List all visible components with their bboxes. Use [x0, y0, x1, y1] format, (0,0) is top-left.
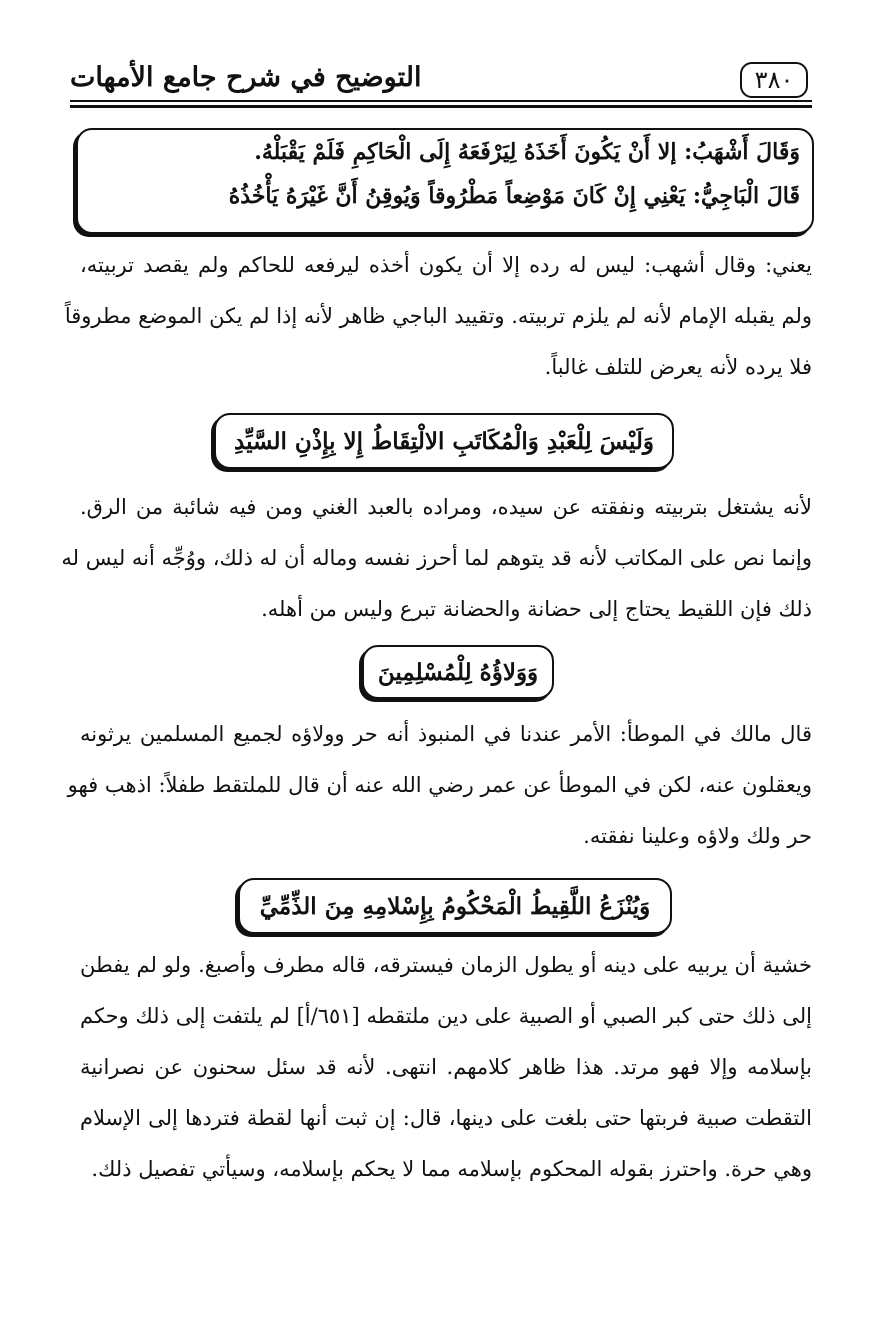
commentary-line: حر ولك ولاؤه وعلينا نفقته.	[583, 824, 812, 848]
matn-box-walaa: وَوَلاؤُهُ لِلْمُسْلِمِينَ	[362, 645, 554, 699]
header-rule	[70, 100, 812, 102]
page-number: ٣٨٠	[740, 62, 808, 98]
commentary-line: التقطت صبية فربتها حتى بلغت على دينها، قال: إن ثبت أنها لقطة فتردها إلى الإسلام	[80, 1106, 812, 1130]
matn-box-slave-mukatab: وَلَيْسَ لِلْعَبْدِ وَالْمُكَاتَبِ الالْتِقَاطُ إِلا بِإِذْنِ السَّيِّدِ	[214, 413, 674, 469]
commentary-paragraph-4	[80, 940, 812, 1195]
matn-box-ashhab	[76, 128, 814, 234]
commentary-line: خشية أن يربيه على دينه أو يطول الزمان فيسترقه، قاله مطرف وأصبغ. ولو لم يفطن	[80, 953, 812, 977]
commentary-line: لأنه يشتغل بتربيته ونفقته عن سيده، ومراده بالعبد الغني ومن فيه شائبة من الرق.	[80, 495, 812, 519]
commentary-paragraph-2	[61, 482, 812, 635]
commentary-paragraph-3	[67, 709, 812, 862]
commentary-line: فلا يرده لأنه يعرض للتلف غالباً.	[544, 355, 812, 379]
commentary-line: ذلك فإن اللقيط يحتاج إلى حضانة والحضانة تبرع وليس من أهله.	[261, 597, 812, 621]
matn-line: قَالَ الْبَاجِيُّ: يَعْنِي إِنْ كَانَ مَوْضِعاً مَطْرُوقاً وَيُوقِنُ أَنَّ غَيْرَهُ يَأْخُذُهُ	[228, 183, 800, 209]
commentary-line: بإسلامه وإلا فهو مرتد. هذا ظاهر كلامهم. انتهى. لأنه قد سئل سحنون عن نصرانية	[80, 1055, 812, 1079]
page-header	[70, 56, 812, 102]
commentary-line: وإنما نص على المكاتب لأنه قد يتوهم لما أحرز نفسه وماله أن له ذلك، ووُجِّه أنه ليس له	[61, 546, 812, 570]
commentary-line: قال مالك في الموطأ: الأمر عندنا في المنبوذ أنه حر وولاؤه لجميع المسلمين يرثونه	[80, 722, 812, 746]
commentary-line: ويعقلون عنه، لكن في الموطأ عن عمر رضي الله عنه أن قال للملتقط طفلاً: اذهب فهو	[67, 773, 812, 797]
matn-line: وَقَالَ أَشْهَبُ: إلا أَنْ يَكُونَ أَخَذَهُ لِيَرْفَعَهُ إِلَى الْحَاكِمِ فَلَمْ يَقْبَلْهُ.	[254, 139, 800, 165]
running-title: التوضيح في شرح جامع الأمهات	[70, 62, 422, 93]
commentary-paragraph-1	[64, 240, 812, 393]
commentary-line: يعني: وقال أشهب: ليس له رده إلا أن يكون أخذه ليرفعه للحاكم ولم يقصد تربيته،	[80, 253, 812, 277]
header-rule-double	[70, 105, 812, 108]
commentary-line: وهي حرة. واحترز بقوله المحكوم بإسلامه مما لا يحكم بإسلامه، وسيأتي تفصيل ذلك.	[91, 1157, 812, 1181]
commentary-line: إلى ذلك حتى كبر الصبي أو الصبية على دين ملتقطه [٦٥١/أ] لم يلتفت إلى ذلك وحكم	[80, 1004, 812, 1028]
commentary-line: ولم يقبله الإمام لأنه لم يلزم تربيته. وتقييد الباجي ظاهر لأنه إذا لم يكن الموضع مطروقاً	[64, 304, 812, 328]
matn-box-dhimmi: وَيُنْزَعُ اللَّقِيطُ الْمَحْكُومُ بِإِسْلامِهِ مِنَ الذِّمِّيِّ	[238, 878, 672, 934]
